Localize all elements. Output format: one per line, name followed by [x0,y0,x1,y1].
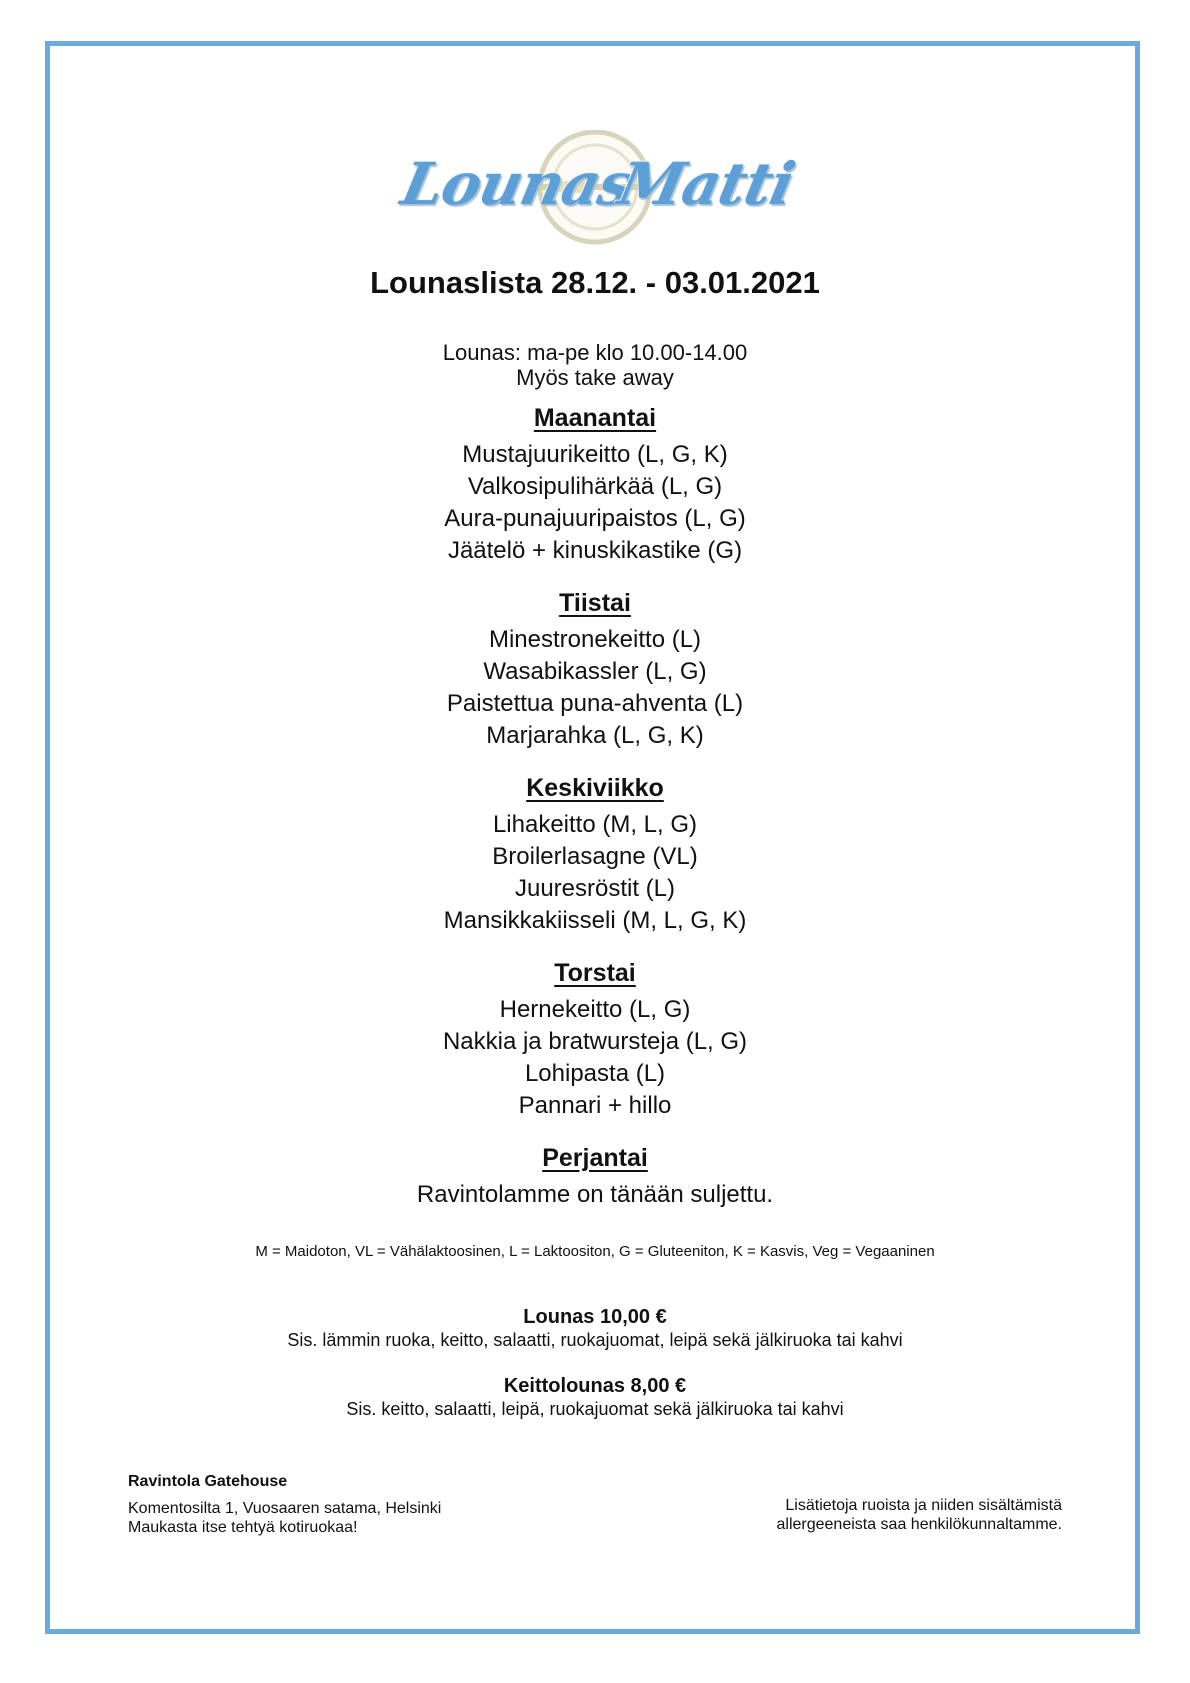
day-heading: Tiistai [559,589,631,617]
price-lunch [0,1306,1190,1351]
dish-item: Nakkia ja bratwursteja (L, G) [442,1028,748,1055]
day-section-thursday [0,959,1190,1122]
opening-hours [0,340,1190,390]
price-description: Sis. lämmin ruoka, keitto, salaatti, ruokajuomat, leipä sekä jälkiruoka tai kahvi [287,1330,903,1350]
day-section-monday [0,404,1190,567]
restaurant-name: Ravintola Gatehouse [128,1473,288,1490]
dish-item: Lohipasta (L) [524,1060,666,1087]
day-section-friday [0,1144,1190,1211]
restaurant-slogan: Maukasta itse tehtyä kotiruokaa! [128,1519,358,1536]
price-title: Keittolounas 8,00 € [503,1375,687,1397]
day-section-wednesday [0,774,1190,937]
footer-restaurant-info [128,1472,441,1537]
allergen-info-line: Lisätietoja ruoista ja niiden sisältämistä [785,1497,1062,1514]
logo-text-left: Lounas [395,150,639,218]
dish-item: Juuresröstit (L) [514,875,676,902]
hours-line: Lounas: ma-pe klo 10.00-14.00 [442,340,748,365]
dish-item: Mustajuurikeitto (L, G, K) [462,441,728,468]
dish-item: Valkosipulihärkää (L, G) [467,473,723,500]
day-section-tuesday [0,589,1190,752]
takeaway-line: Myös take away [516,365,674,390]
dish-item: Marjarahka (L, G, K) [486,722,704,749]
page-title: Lounaslista 28.12. - 03.01.2021 [370,265,820,300]
price-title: Lounas 10,00 € [523,1306,667,1328]
diet-legend: M = Maidoton, VL = Vähälaktoosinen, L = Laktoositon, G = Gluteeniton, K = Kasvis, Veg = Vegaaninen [255,1243,935,1260]
dish-item: Hernekeitto (L, G) [499,996,691,1023]
day-heading: Keskiviikko [526,774,664,802]
logo-text-right: Matti [612,150,800,218]
dish-item: Wasabikassler (L, G) [483,658,707,685]
day-heading: Torstai [554,959,636,987]
logo [395,130,800,250]
allergen-info-line: allergeeneista saa henkilökunnaltamme. [776,1516,1062,1533]
dish-item: Aura-punajuuripaistos (L, G) [444,505,746,532]
closed-notice: Ravintolamme on tänään suljettu. [416,1181,774,1208]
dish-item: Mansikkakiisseli (M, L, G, K) [443,907,747,934]
restaurant-address: Komentosilta 1, Vuosaaren satama, Helsinki [128,1500,442,1517]
price-soup-lunch [0,1375,1190,1420]
dish-item: Pannari + hillo [518,1092,672,1119]
day-heading: Perjantai [542,1144,648,1172]
dish-item: Lihakeitto (M, L, G) [492,811,698,838]
dish-item: Broilerlasagne (VL) [492,843,698,870]
dish-item: Minestronekeitto (L) [488,626,702,653]
dish-item: Paistettua puna-ahventa (L) [446,690,744,717]
price-description: Sis. keitto, salaatti, leipä, ruokajuomat sekä jälkiruoka tai kahvi [346,1399,844,1419]
footer-allergen-info [776,1496,1062,1534]
dish-item: Jäätelö + kinuskikastike (G) [447,537,743,564]
day-heading: Maanantai [533,404,657,432]
